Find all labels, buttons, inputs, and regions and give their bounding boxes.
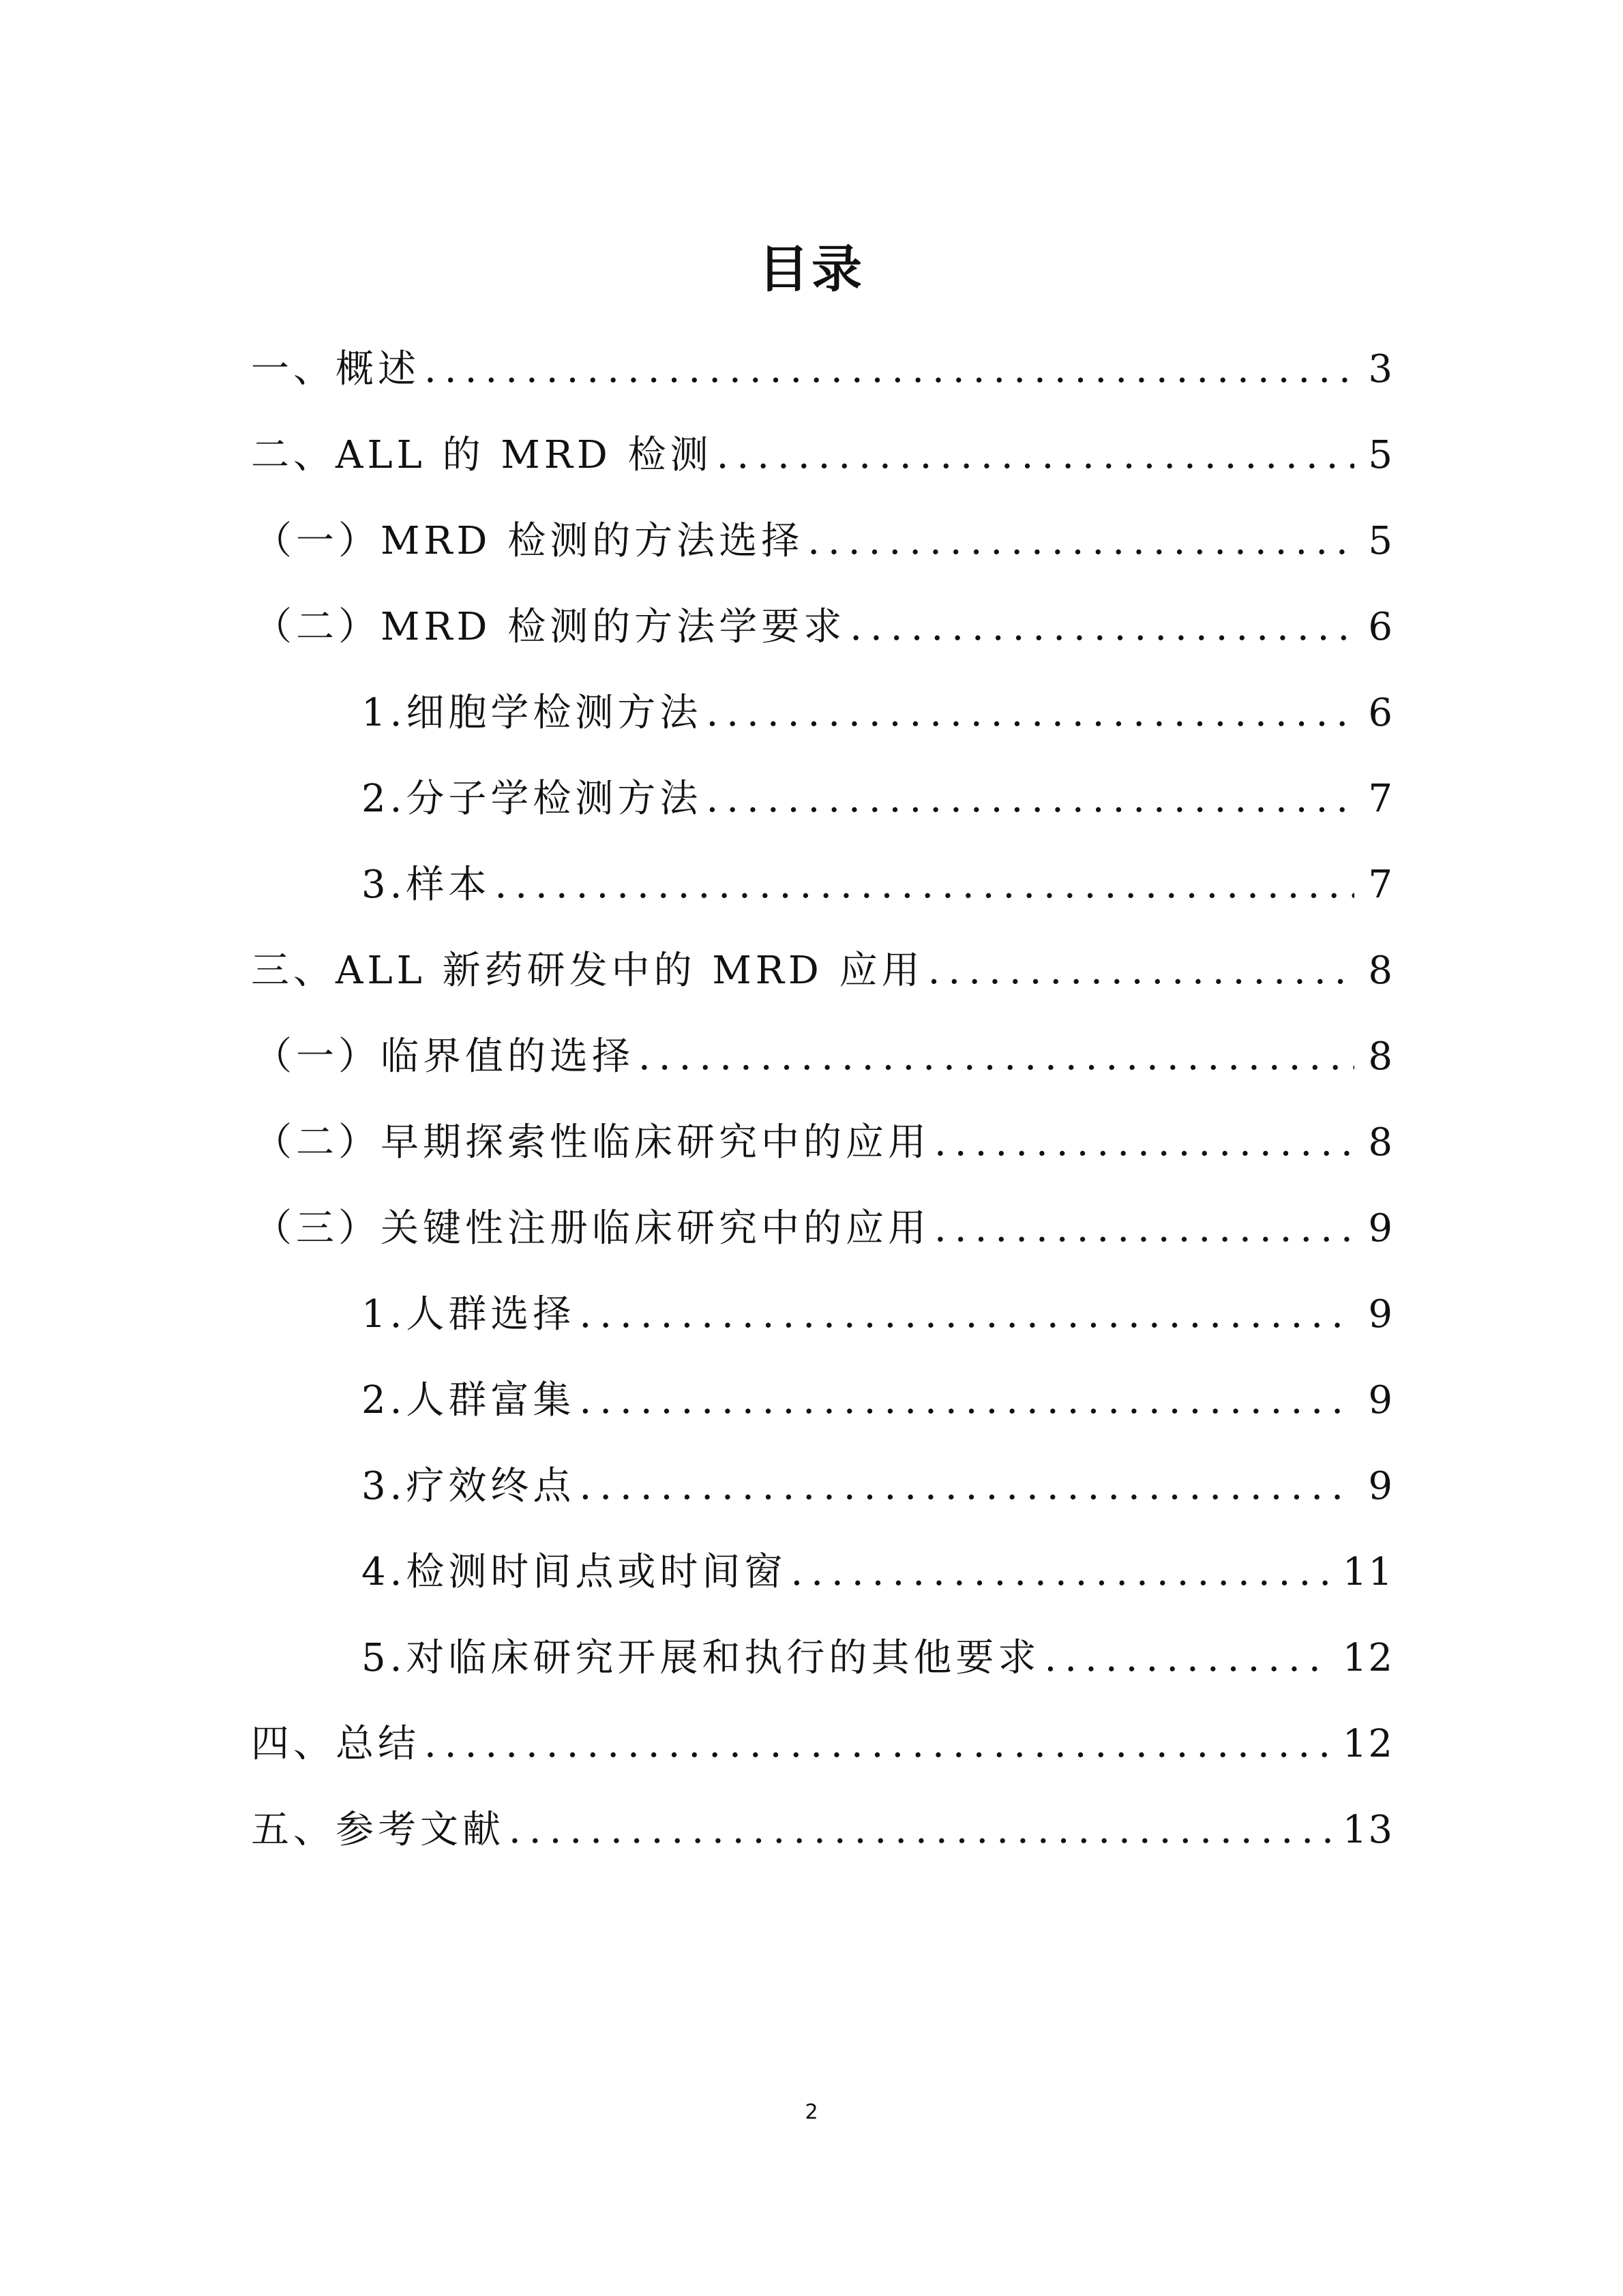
- toc-entry[interactable]: [361, 841, 1394, 910]
- toc-entry-label: 5.对临床研究开展和执行的其他要求: [361, 1636, 1041, 1680]
- toc-entry-page: 5: [1368, 519, 1394, 563]
- toc-leader-dots: [579, 1290, 1354, 1339]
- toc-entry-page: 7: [1368, 863, 1394, 907]
- toc-entry-label: 2.分子学检测方法: [361, 777, 702, 821]
- toc-entry[interactable]: [361, 1443, 1394, 1511]
- toc-entry[interactable]: [361, 756, 1394, 824]
- toc-leader-dots: [807, 517, 1354, 566]
- toc-leader-dots: [424, 1720, 1330, 1769]
- toc-entry-label: 四、总结: [251, 1722, 420, 1766]
- toc-entry-label: （一）MRD 检测的方法选择: [254, 519, 804, 563]
- toc-entry-page: 12: [1342, 1636, 1394, 1680]
- toc-entry-page: 7: [1368, 777, 1394, 821]
- toc-entry-label: 1.人群选择: [361, 1292, 576, 1337]
- page-number: 2: [805, 2100, 818, 2124]
- toc-entry[interactable]: [251, 1701, 1394, 1769]
- toc-entry-page: 6: [1368, 605, 1394, 649]
- toc-entry[interactable]: [254, 1185, 1394, 1253]
- toc-entry[interactable]: [254, 1013, 1394, 1082]
- toc-entry-page: 9: [1368, 1464, 1394, 1508]
- toc-entry-label: （二）MRD 检测的方法学要求: [254, 605, 846, 649]
- toc-leader-dots: [638, 1032, 1354, 1082]
- toc-entry-page: 9: [1368, 1206, 1394, 1251]
- toc-entry-label: 三、ALL 新药研发中的 MRD 应用: [251, 949, 924, 993]
- toc-entry-page: 5: [1368, 433, 1394, 477]
- toc-leader-dots: [706, 775, 1354, 824]
- toc-entry-label: 2.人群富集: [361, 1378, 576, 1422]
- toc-entry-label: 一、概述: [251, 347, 420, 391]
- toc-leader-dots: [717, 431, 1354, 480]
- toc-entry-label: （一）临界值的选择: [254, 1034, 634, 1079]
- toc-entry[interactable]: [251, 1787, 1394, 1855]
- toc-leader-dots: [934, 1118, 1354, 1167]
- toc-entry-page: 12: [1342, 1722, 1394, 1766]
- toc-entry[interactable]: [254, 584, 1394, 652]
- toc-entry-page: 9: [1368, 1378, 1394, 1422]
- toc-entry-page: 13: [1342, 1808, 1394, 1852]
- toc-entry[interactable]: [361, 1529, 1394, 1597]
- toc-entry-label: 3.疗效终点: [361, 1464, 576, 1508]
- toc-entry-page: 8: [1368, 1034, 1394, 1079]
- toc-entry-page: 9: [1368, 1292, 1394, 1337]
- toc-entry[interactable]: [361, 1271, 1394, 1339]
- toc-leader-dots: [509, 1806, 1330, 1855]
- toc-entry[interactable]: [251, 927, 1394, 996]
- toc-leader-dots: [579, 1376, 1354, 1425]
- toc-entry-label: 五、参考文献: [251, 1808, 505, 1852]
- toc-leader-dots: [494, 861, 1354, 910]
- toc-entry-label: 4.检测时间点或时间窗: [361, 1550, 787, 1594]
- toc-leader-dots: [928, 946, 1354, 996]
- page-title: 目录: [758, 240, 865, 299]
- toc-entry-label: 3.样本: [361, 863, 491, 907]
- toc-leader-dots: [1044, 1634, 1330, 1683]
- toc-entry[interactable]: [361, 1615, 1394, 1683]
- toc-entry[interactable]: [251, 412, 1394, 480]
- toc-leader-dots: [850, 603, 1354, 652]
- toc-entry[interactable]: [254, 498, 1394, 566]
- toc-entry-page: 3: [1368, 347, 1394, 391]
- toc-entry[interactable]: [251, 326, 1394, 394]
- toc-leader-dots: [424, 345, 1354, 394]
- toc-entry-label: （二）早期探索性临床研究中的应用: [254, 1120, 930, 1165]
- toc-entry-page: 11: [1342, 1550, 1394, 1594]
- toc-entry-page: 8: [1368, 949, 1394, 993]
- toc-entry[interactable]: [254, 1099, 1394, 1167]
- toc-entry[interactable]: [361, 670, 1394, 738]
- toc-entry-page: 8: [1368, 1120, 1394, 1165]
- toc-entry-label: （三）关键性注册临床研究中的应用: [254, 1206, 930, 1251]
- toc-entry-label: 1.细胞学检测方法: [361, 691, 702, 735]
- toc-leader-dots: [579, 1462, 1354, 1511]
- toc-entry-page: 6: [1368, 691, 1394, 735]
- toc-leader-dots: [706, 689, 1354, 738]
- toc-leader-dots: [934, 1204, 1354, 1253]
- toc-entry-label: 二、ALL 的 MRD 检测: [251, 433, 713, 477]
- toc-leader-dots: [790, 1548, 1330, 1597]
- toc-entry[interactable]: [361, 1357, 1394, 1425]
